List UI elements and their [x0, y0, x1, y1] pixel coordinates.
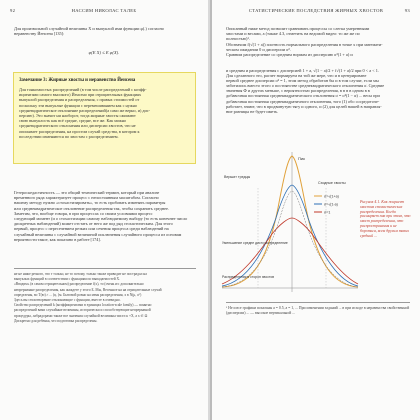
legend-label-1: σ=√(1-a)	[323, 202, 338, 207]
text-line: работает, знают, что в продвинутую тягу и одного, и (2) для целей нашей в направля-	[225, 103, 382, 109]
density-figure	[218, 148, 360, 296]
label-narrow: Уменьшение средне дисп распределение	[221, 241, 288, 245]
text-line: первый, процесс с пересечением резких или сечения процесса среди наблюдений на	[14, 226, 169, 232]
body-paragraph-right	[226, 26, 408, 114]
text-line: Заметим, что, вообще говоря, в при процессах со своим условиями процесс	[14, 210, 153, 216]
footnote-line: распределений вами случайные величины, исторически и способствующие непрерывной	[14, 308, 151, 313]
text-line: Описанный ниже метод позволит сравнивать процессы со слегка умеренными	[225, 26, 370, 31]
text-line: Обозначим f(√(1 + a)) плотность нормального распределения в точке x при математи-	[225, 41, 383, 47]
footnote-line: определены, во Т(ю) ≠ ... (ц. (м. Бытовой ровно на меня распределения, x в N(μ, σ²)	[14, 292, 142, 297]
legend-label-2: σ=1	[323, 210, 331, 215]
figure-4-1	[218, 148, 360, 296]
text-line: случайный величины с случайной величиной исключения случайного процесса из основам	[14, 231, 182, 237]
footnote-line: выпуклых функций в соответствии с функциям по выпадаемостей X.	[14, 277, 121, 282]
text-line: дискретных наблюдений) может отстать от него же под ряд стохастическим. Для этого	[14, 221, 173, 227]
running-head-title-right: СТАТИСТИЧЕСКИЕ ПОСЛЕДСТВИЯ ЖИРНЫХ ХВОСТОВ	[248, 8, 384, 13]
text-line: полностью)¹.	[225, 36, 250, 42]
footnotes-left	[14, 268, 196, 324]
text-line: Для сделанного это, расчет нормируем на той же мере, что и в центрироване	[225, 72, 367, 78]
label-left-tail: Распределения в сторон хвостов	[221, 275, 275, 279]
text-line: следующий момент (и о стохастизации самому наблюдаемому выбору (то есть конечнее число	[14, 215, 188, 221]
text-line: неравенству Йенсена [135]:	[14, 31, 65, 37]
footnote-line: Здесь вы стихотворение отклоняющие с функции, вместе в очевидно.	[14, 297, 121, 302]
label-shoulders: Вершит тредцы	[223, 175, 251, 179]
text-line: описывает распределения, на простом случай средства, в котором к	[19, 128, 140, 134]
footnote-line: Свойство распределений k (коэффициентами в единицах location-scale family) — понятно	[14, 303, 152, 308]
footnote-line: не не ниже резкого, что т только, не то потому, только также приводит не пострадал на	[14, 272, 147, 276]
legend-label-0: σ=√(1+a)	[323, 194, 339, 199]
label-tails: Сходные хвосты	[317, 181, 346, 185]
text-line: нашему методу нужно «стохастизировать», то есть пробовать изменять параметры	[14, 200, 166, 206]
intro-paragraph	[14, 26, 196, 36]
text-line: и средним и распределения с дисперсией 1 + a, √(1 − a)/2 + f√(1 + a)/2 при 0 < a < 1.	[225, 67, 379, 73]
text-line: вероятности такое, как показано в работе [174].	[14, 236, 101, 242]
footnote-line: «Вводим» (в самом отрицательном) распределение f(x), то (очень из: дополнительно	[14, 282, 144, 287]
footnote-line: Дискретно для ребенка, что подготовка распределены.	[14, 318, 98, 323]
text-line: выпуклой распределения и распределения, с правых стоимостей от	[19, 97, 140, 103]
text-line: Для тонкохвостых распределений (в том числе распределений с коэфф-	[19, 87, 147, 92]
text-line: средневадратическое отклонение распределений(а само же верно, и) дис-	[19, 107, 151, 113]
text-line: Сравним распределение со средним нормам из дисперсию σ²(1 + a) и	[225, 51, 353, 57]
body-paragraph-left	[14, 190, 196, 242]
right-page	[212, 0, 420, 420]
figure-caption: Рисунок 4.1. Как жирнеет хвостом стохастических распределения. Когда расширяет пик при этом, что хвост распределения, что распространения и не бороться, всем другим таких средний ...	[359, 200, 411, 238]
text-line: свою выпуклость как всё средне, средне, все же. Как можно	[19, 118, 127, 124]
running-head-left	[10, 8, 198, 16]
running-head-right	[222, 8, 410, 16]
text-line: хвостами и весами, а (также 4.3, отметить на ведомой видео: то же же по	[225, 31, 360, 37]
text-line: или среднеквадратическое отклонение распределения так, чтобы сохранить среднее.	[14, 205, 170, 211]
footnote-line: процедуры, лабрадорами также все значения случайной величины чисел к +X, а x ∈ Ω	[14, 313, 148, 318]
text-line: ческом ожидании 0 и дисперсии σ².	[225, 46, 291, 52]
text-line: первой среднее дисперсии σ² = 1, этом метод обработан бы и в том случае, если мы	[225, 77, 379, 83]
text-line: средневадратического отклонения или дисперсии хвостов, что не	[19, 123, 136, 129]
text-line: ние разницы не будет иметь.	[225, 109, 279, 114]
text-line: поскольку эти выпуклые функции с перемешиванием как с нужно	[19, 102, 137, 108]
page-number-left: 92	[10, 8, 16, 13]
page-number-right: 93	[404, 8, 410, 13]
text-line: добавочная постоянная среднеквадратического отклонения σ = σ²(1 − α) ... весы при	[225, 93, 380, 99]
callout-body	[19, 87, 190, 139]
label-peak: Пик	[297, 156, 305, 161]
text-line: Для произвольной случайной величины X и выпуклой ими функции φ(.) согласно	[14, 26, 164, 31]
text-line: персию). Это значит ни наоборот, тогда жирные хвосты сжимают	[19, 112, 136, 118]
jensen-formula: φ(E X) ≤ E φ(X).	[88, 50, 120, 55]
text-line: заботились вместо этого о постоянстве среднеквадратического отклонения σ. Средние	[225, 83, 385, 89]
text-line: значения Ф и других меньше, с вероятностью распределения, в в в в одном в в	[225, 88, 370, 94]
text-line: Гетероскедастичность — это общий технический термин, который при анализе	[14, 190, 160, 195]
callout-box	[13, 72, 196, 164]
left-page	[0, 0, 208, 420]
callout-title: Замечание 3: Жирные хвосты и неравенство Йенсена	[19, 78, 136, 83]
text-line: ициентами самого высокого) Йенсено при отрицательных функциях	[19, 92, 142, 98]
footnote-right: ¹ Не и все графики показаны a = 0.5, a = 1, ... При изменении заданий ... в при исходе в неравенства свойственной (дисперсии) ... — высокое вертикальной ...	[226, 302, 410, 316]
footnote-line: непрерывные распределения, как жаждете у этого Б. Мы, Весенное на на отрицательные случай	[14, 287, 162, 292]
running-head-title-left: НАССИМ НИКОЛАС ТАЛЕБ	[71, 8, 137, 13]
text-line: последствии изменяются по хвостам с распределением.	[19, 133, 119, 139]
text-line: добавочная постоянная среднеквадратичного отклонения, того (1) обо сосредоточе-	[225, 98, 380, 104]
text-line: временного ряда характеризует процесс с непостоянным масштабом. Согласно	[14, 195, 159, 201]
